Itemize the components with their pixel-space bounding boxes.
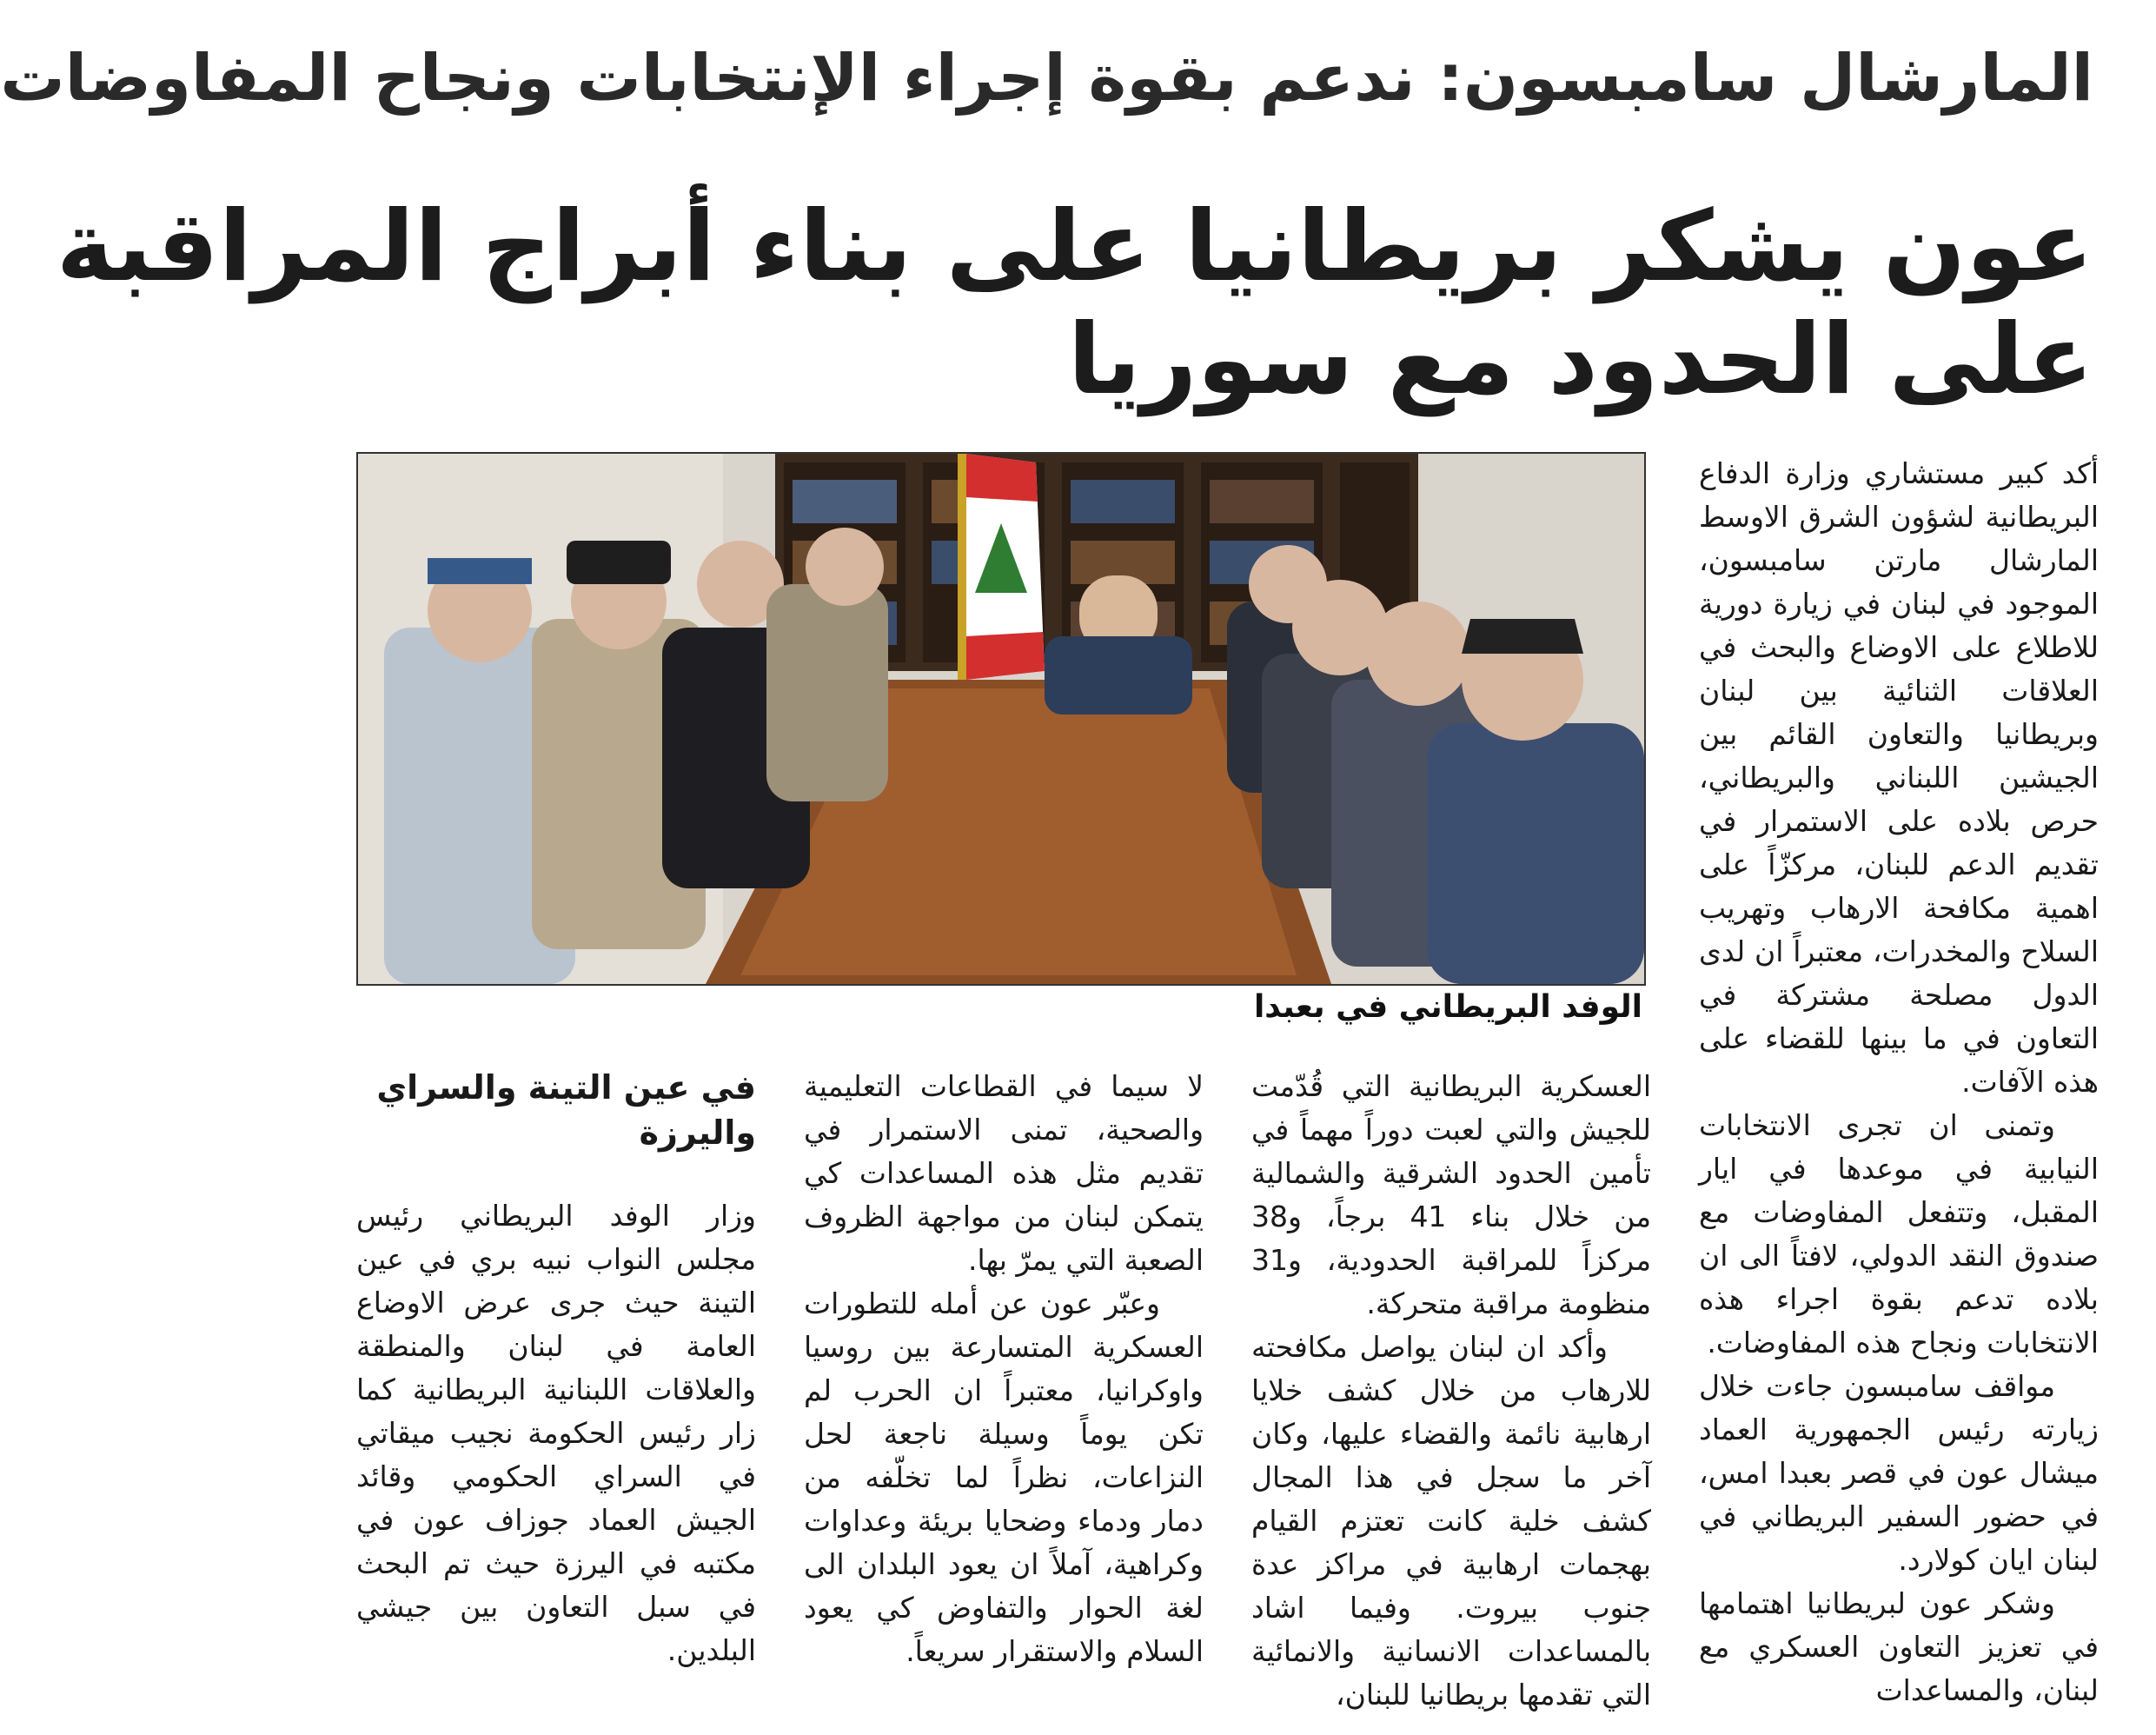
paragraph: وعبّر عون عن أمله للتطورات العسكرية المتسارعة بين روسيا واوكرانيا، معتبراً ان الحرب لم تكن يوماً وسيلة ناجعة لحل النزاعات، نظراً لما تخلّفه من دمار ودماء وضحايا بريئة وعداوات وكراهية، آملاً ان يعود البلدان الى لغة الحوار والتفاوض كي يعود السلام والاستقرار سريعاً. [804,1286,1204,1668]
article-column-1 [1699,452,2099,1721]
meeting-photo-illustration [358,454,1644,984]
section-subheading: في عين التينة والسراي واليرزة [376,1068,756,1152]
photo-caption: الوفد البريطاني في بعبدا [1253,989,1642,1025]
paragraph: لا سيما في القطاعات التعليمية والصحية، تمنى الاستمرار في تقديم مثل هذه المساعدات كي يتمكن لبنان من مواجهة الظروف الصعبة التي يمرّ بها. [804,1069,1204,1277]
paragraph: وأكد ان لبنان يواصل مكافحته للارهاب من خلال كشف خلايا ارهابية نائمة والقضاء عليها، وكان آخر ما سجل في هذا المجال كشف خلية كانت تعتزم القيام بهجمات ارهابية في مراكز عدة جنوب بيروت. وفيما اشاد بالمساعدات الانسانية والانمائية التي تقدمها بريطانيا للبنان، [1251,1330,1651,1712]
article-kicker: المارشال سامبسون: ندعم بقوة إجراء الإنتخابات ونجاح المفاوضات [0,41,2093,116]
paragraph: أكد كبير مستشاري وزارة الدفاع البريطانية لشؤون الشرق الاوسط المارشال مارتن سامبسون، الموجود في لبنان في زيارة دورية للاطلاع على الاوضاع والبحث في العلاقات الثنائية بين لبنان وبريطانيا والتعاون القائم بين الجيشين اللبناني والبريطاني، حرص بلاده على الاستمرار في تقديم الدعم للبنان، مركزّاً على اهمية مكافحة الارهاب وتهريب السلاح والمخدرات، معتبراً ان لدى الدول مصلحة مشتركة في التعاون في ما بينها للقضاء على هذه الآفات. [1699,456,2099,1099]
article-column-3 [804,1065,1204,1673]
meeting-photo [356,452,1646,986]
paragraph: وتمنى ان تجرى الانتخابات النيابية في موعدها في ايار المقبل، وتتفعل المفاوضات مع صندوق النقد الدولي، لافتاً الى ان بلاده تدعم بقوة اجراء هذه الانتخابات ونجاح هذه المفاوضات. [1699,1108,2099,1359]
paragraph: وشكر عون لبريطانيا اهتمامها في تعزيز التعاون العسكري مع لبنان، والمساعدات [1699,1586,2099,1707]
paragraph: مواقف سامبسون جاءت خلال زيارته رئيس الجمهورية العماد ميشال عون في قصر بعبدا امس، في حضور السفير البريطاني في لبنان ايان كولارد. [1699,1369,2099,1577]
headline-line-1: عون يشكر بريطانيا على بناء أبراج المراقبة [56,190,2093,303]
article-headline [56,190,2093,417]
paragraph: العسكرية البريطانية التي قُدّمت للجيش والتي لعبت دوراً مهماً في تأمين الحدود الشرقية والشمالية من خلال بناء 41 برجاً، و38 مركزاً للمراقبة الحدودية، و31 منظومة مراقبة متحركة. [1251,1069,1652,1320]
article-column-2 [1251,1065,1651,1717]
article-column-4 [356,1065,756,1672]
headline-line-2: على الحدود مع سوريا [1067,302,2093,416]
paragraph: وزار الوفد البريطاني رئيس مجلس النواب نبيه بري في عين التينة حيث جرى عرض الاوضاع العامة في لبنان والمنطقة والعلاقات اللبنانية البريطانية كما زار رئيس الحكومة نجيب ميقاتي في السراي الحكومي وقائد الجيش العماد جوزاف عون في مكتبه في اليرزة حيث تم البحث في سبل التعاون بين جيشي البلدين. [356,1199,756,1667]
